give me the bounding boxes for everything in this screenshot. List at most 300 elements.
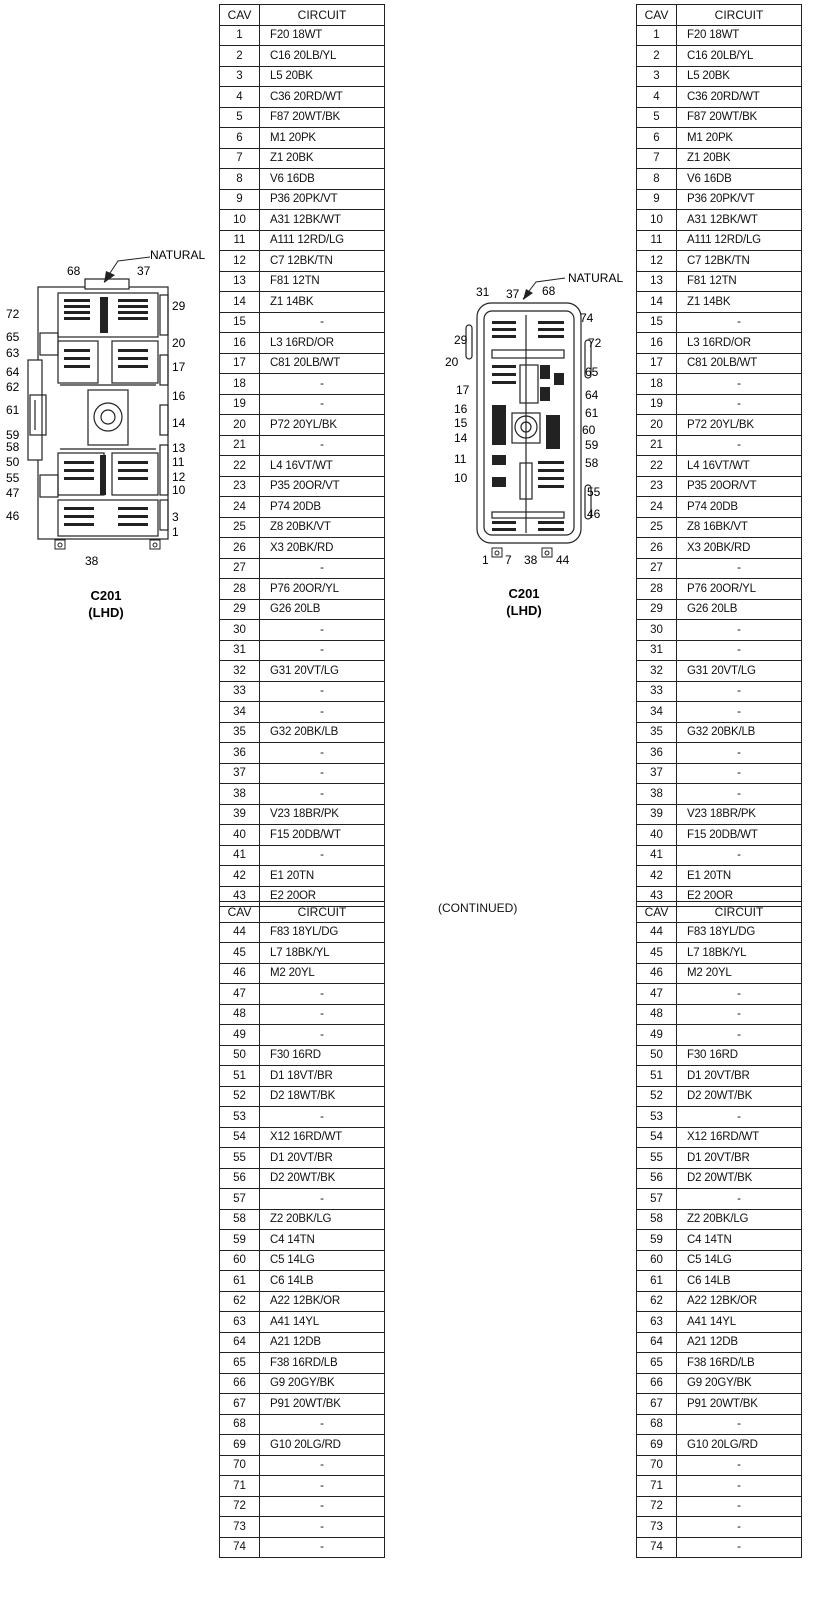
cav-cell: 14 bbox=[220, 292, 260, 313]
circuit-cell: - bbox=[677, 1476, 802, 1497]
cav-cell: 52 bbox=[637, 1086, 677, 1107]
left-pin-label: 10 bbox=[454, 471, 468, 485]
circuit-cell: - bbox=[677, 1537, 802, 1558]
table-row bbox=[637, 943, 802, 964]
cav-cell: 2 bbox=[220, 46, 260, 67]
table-row bbox=[637, 394, 802, 415]
table-row bbox=[637, 922, 802, 943]
cav-cell: 19 bbox=[637, 394, 677, 415]
cav-cell: 40 bbox=[637, 825, 677, 846]
table-row bbox=[637, 784, 802, 805]
table-row bbox=[220, 271, 385, 292]
cav-cell: 74 bbox=[220, 1537, 260, 1558]
cav-cell: 56 bbox=[220, 1168, 260, 1189]
table-row bbox=[220, 1045, 385, 1066]
cav-cell: 12 bbox=[637, 251, 677, 272]
circuit-header: CIRCUIT bbox=[260, 5, 385, 26]
cav-cell: 12 bbox=[220, 251, 260, 272]
table-row bbox=[220, 1435, 385, 1456]
cav-cell: 33 bbox=[637, 681, 677, 702]
left-pin-label: 14 bbox=[454, 431, 468, 445]
circuit-cell: - bbox=[677, 1004, 802, 1025]
cav-cell: 45 bbox=[220, 943, 260, 964]
cav-cell: 5 bbox=[637, 107, 677, 128]
cav-cell: 15 bbox=[220, 312, 260, 333]
circuit-cell: Z8 16BK/VT bbox=[677, 517, 802, 538]
left-pin-68: 68 bbox=[67, 264, 81, 278]
cav-cell: 57 bbox=[637, 1189, 677, 1210]
cav-cell: 49 bbox=[220, 1025, 260, 1046]
table-row bbox=[637, 1414, 802, 1435]
cav-cell: 47 bbox=[220, 984, 260, 1005]
table-row bbox=[637, 1189, 802, 1210]
circuit-cell: P91 20WT/BK bbox=[677, 1394, 802, 1415]
table-row bbox=[220, 1312, 385, 1333]
cav-cell: 27 bbox=[637, 558, 677, 579]
table-row bbox=[220, 1168, 385, 1189]
right-pin-label: 61 bbox=[585, 406, 599, 420]
table-row bbox=[637, 415, 802, 436]
cav-cell: 30 bbox=[637, 620, 677, 641]
circuit-cell: F20 18WT bbox=[677, 25, 802, 46]
right-connector-title: C201 bbox=[508, 586, 540, 601]
cav-cell: 37 bbox=[637, 763, 677, 784]
circuit-cell: G31 20VT/LG bbox=[260, 661, 385, 682]
circuit-cell: P74 20DB bbox=[677, 497, 802, 518]
circuit-cell: F83 18YL/DG bbox=[677, 922, 802, 943]
cav-cell: 23 bbox=[220, 476, 260, 497]
cav-cell: 28 bbox=[220, 579, 260, 600]
circuit-cell: Z8 20BK/VT bbox=[260, 517, 385, 538]
cav-cell: 51 bbox=[220, 1066, 260, 1087]
circuit-cell: - bbox=[260, 1414, 385, 1435]
circuit-cell: - bbox=[260, 435, 385, 456]
circuit-cell: - bbox=[677, 620, 802, 641]
circuit-cell: V6 16DB bbox=[260, 169, 385, 190]
cav-cell: 23 bbox=[637, 476, 677, 497]
table-row bbox=[637, 1066, 802, 1087]
table-row bbox=[637, 866, 802, 887]
circuit-cell: - bbox=[677, 763, 802, 784]
table-row bbox=[637, 374, 802, 395]
cav-cell: 21 bbox=[637, 435, 677, 456]
right-pin-label: 29 bbox=[172, 299, 186, 313]
circuit-cell: - bbox=[677, 784, 802, 805]
table-row bbox=[637, 1148, 802, 1169]
cav-cell: 11 bbox=[637, 230, 677, 251]
cav-cell: 73 bbox=[637, 1517, 677, 1538]
right-pin-label: 72 bbox=[588, 336, 602, 350]
table-row bbox=[637, 1496, 802, 1517]
table-row bbox=[220, 1066, 385, 1087]
cav-cell: 43 bbox=[220, 886, 260, 907]
top-pin-label: 31 bbox=[476, 285, 490, 299]
circuit-cell: C6 14LB bbox=[677, 1271, 802, 1292]
pinout-table-left-1 bbox=[219, 4, 385, 907]
table-row bbox=[637, 743, 802, 764]
cav-cell: 9 bbox=[637, 189, 677, 210]
circuit-cell: - bbox=[260, 1496, 385, 1517]
circuit-cell: C7 12BK/TN bbox=[677, 251, 802, 272]
table-row bbox=[220, 558, 385, 579]
cav-cell: 11 bbox=[220, 230, 260, 251]
left-pin-label: 15 bbox=[454, 416, 468, 430]
circuit-cell: P76 20OR/YL bbox=[260, 579, 385, 600]
cav-cell: 50 bbox=[637, 1045, 677, 1066]
circuit-cell: C36 20RD/WT bbox=[260, 87, 385, 108]
left-pin-label: 72 bbox=[6, 307, 20, 321]
table-row bbox=[220, 497, 385, 518]
left-pin-label: 46 bbox=[6, 509, 20, 523]
table-row bbox=[220, 702, 385, 723]
cav-cell: 48 bbox=[220, 1004, 260, 1025]
cav-cell: 64 bbox=[637, 1332, 677, 1353]
cav-cell: 44 bbox=[637, 922, 677, 943]
cav-cell: 13 bbox=[637, 271, 677, 292]
circuit-cell: X12 16RD/WT bbox=[260, 1127, 385, 1148]
cav-cell: 24 bbox=[637, 497, 677, 518]
cav-header: CAV bbox=[220, 902, 260, 923]
circuit-cell: A31 12BK/WT bbox=[260, 210, 385, 231]
circuit-cell: G9 20GY/BK bbox=[260, 1373, 385, 1394]
table-row bbox=[637, 1045, 802, 1066]
cav-cell: 31 bbox=[220, 640, 260, 661]
table-row bbox=[220, 251, 385, 272]
cav-cell: 61 bbox=[220, 1271, 260, 1292]
bottom-pin-label: 44 bbox=[556, 553, 570, 567]
cav-cell: 15 bbox=[637, 312, 677, 333]
table-row bbox=[637, 476, 802, 497]
table-row bbox=[220, 66, 385, 87]
cav-cell: 41 bbox=[637, 845, 677, 866]
circuit-cell: C16 20LB/YL bbox=[260, 46, 385, 67]
table-row bbox=[220, 1414, 385, 1435]
circuit-cell: C6 14LB bbox=[260, 1271, 385, 1292]
circuit-cell: D2 20WT/BK bbox=[677, 1086, 802, 1107]
table-row bbox=[220, 845, 385, 866]
table-row bbox=[637, 25, 802, 46]
cav-cell: 6 bbox=[637, 128, 677, 149]
table-row bbox=[220, 1148, 385, 1169]
circuit-cell: V23 18BR/PK bbox=[260, 804, 385, 825]
cav-cell: 39 bbox=[220, 804, 260, 825]
table-row bbox=[220, 743, 385, 764]
circuit-cell: A111 12RD/LG bbox=[260, 230, 385, 251]
circuit-cell: Z2 20BK/LG bbox=[260, 1209, 385, 1230]
right-pin-label: 12 bbox=[172, 470, 186, 484]
right-pin-label: 3 bbox=[172, 510, 179, 524]
cav-cell: 68 bbox=[220, 1414, 260, 1435]
cav-cell: 29 bbox=[220, 599, 260, 620]
circuit-cell: - bbox=[260, 1455, 385, 1476]
circuit-cell: P36 20PK/VT bbox=[677, 189, 802, 210]
table-row bbox=[220, 1189, 385, 1210]
circuit-cell: - bbox=[677, 845, 802, 866]
left-pin-label: 29 bbox=[454, 333, 468, 347]
circuit-cell: E2 20OR bbox=[677, 886, 802, 907]
left-pin-label: 62 bbox=[6, 380, 20, 394]
left-pin-label: 55 bbox=[6, 471, 20, 485]
circuit-cell: F83 18YL/DG bbox=[260, 922, 385, 943]
right-pin-label: 20 bbox=[172, 336, 186, 350]
table-row bbox=[220, 148, 385, 169]
circuit-cell: - bbox=[260, 312, 385, 333]
cav-cell: 60 bbox=[220, 1250, 260, 1271]
cav-cell: 67 bbox=[637, 1394, 677, 1415]
table-row bbox=[220, 1127, 385, 1148]
cav-cell: 68 bbox=[637, 1414, 677, 1435]
circuit-cell: C16 20LB/YL bbox=[677, 46, 802, 67]
circuit-cell: - bbox=[677, 702, 802, 723]
circuit-cell: G10 20LG/RD bbox=[677, 1435, 802, 1456]
cav-cell: 20 bbox=[637, 415, 677, 436]
circuit-cell: L7 18BK/YL bbox=[260, 943, 385, 964]
circuit-cell: D1 20VT/BR bbox=[677, 1066, 802, 1087]
cav-cell: 31 bbox=[637, 640, 677, 661]
table-row bbox=[220, 46, 385, 67]
right-pin-label: 17 bbox=[172, 360, 186, 374]
circuit-cell: Z1 14BK bbox=[677, 292, 802, 313]
circuit-header: CIRCUIT bbox=[260, 902, 385, 923]
cav-cell: 47 bbox=[637, 984, 677, 1005]
circuit-cell: - bbox=[677, 394, 802, 415]
table-row bbox=[220, 1250, 385, 1271]
circuit-cell: - bbox=[260, 743, 385, 764]
cav-cell: 7 bbox=[220, 148, 260, 169]
cav-cell: 69 bbox=[220, 1435, 260, 1456]
circuit-cell: G26 20LB bbox=[677, 599, 802, 620]
left-pin-label: 11 bbox=[454, 452, 467, 466]
table-row bbox=[637, 763, 802, 784]
circuit-cell: A22 12BK/OR bbox=[677, 1291, 802, 1312]
cav-cell: 64 bbox=[220, 1332, 260, 1353]
cav-cell: 26 bbox=[637, 538, 677, 559]
circuit-cell: - bbox=[260, 620, 385, 641]
cav-cell: 65 bbox=[220, 1353, 260, 1374]
table-row bbox=[637, 702, 802, 723]
table-row bbox=[637, 251, 802, 272]
table-row bbox=[637, 1004, 802, 1025]
table-row bbox=[220, 435, 385, 456]
circuit-cell: - bbox=[260, 784, 385, 805]
cav-cell: 34 bbox=[637, 702, 677, 723]
right-pin-label: 46 bbox=[587, 507, 601, 521]
cav-cell: 45 bbox=[637, 943, 677, 964]
table-row bbox=[637, 1435, 802, 1456]
table-row bbox=[220, 579, 385, 600]
circuit-cell: P76 20OR/YL bbox=[677, 579, 802, 600]
table-row bbox=[637, 353, 802, 374]
top-pin-label: 37 bbox=[506, 287, 520, 301]
table-row bbox=[637, 456, 802, 477]
cav-cell: 7 bbox=[637, 148, 677, 169]
cav-cell: 38 bbox=[637, 784, 677, 805]
table-row bbox=[637, 497, 802, 518]
table-row bbox=[220, 1476, 385, 1497]
cav-cell: 53 bbox=[220, 1107, 260, 1128]
table-row bbox=[220, 661, 385, 682]
cav-cell: 18 bbox=[637, 374, 677, 395]
cav-cell: 17 bbox=[220, 353, 260, 374]
cav-cell: 58 bbox=[220, 1209, 260, 1230]
table-row bbox=[220, 784, 385, 805]
table-row bbox=[220, 476, 385, 497]
table-row bbox=[220, 1291, 385, 1312]
cav-cell: 16 bbox=[637, 333, 677, 354]
circuit-cell: - bbox=[260, 1004, 385, 1025]
circuit-cell: D2 18WT/BK bbox=[260, 1086, 385, 1107]
cav-cell: 36 bbox=[220, 743, 260, 764]
table-row bbox=[220, 804, 385, 825]
cav-cell: 4 bbox=[220, 87, 260, 108]
table-row bbox=[637, 517, 802, 538]
table-row bbox=[220, 1353, 385, 1374]
left-pin-38: 38 bbox=[85, 554, 99, 568]
left-pin-label: 59 bbox=[6, 428, 20, 442]
circuit-cell: - bbox=[260, 702, 385, 723]
table-row bbox=[220, 87, 385, 108]
cav-cell: 67 bbox=[220, 1394, 260, 1415]
circuit-cell: P35 20OR/VT bbox=[260, 476, 385, 497]
table-row bbox=[220, 963, 385, 984]
cav-cell: 43 bbox=[637, 886, 677, 907]
circuit-cell: F81 12TN bbox=[677, 271, 802, 292]
bottom-pin-label: 1 bbox=[482, 553, 489, 567]
cav-cell: 57 bbox=[220, 1189, 260, 1210]
circuit-cell: G32 20BK/LB bbox=[677, 722, 802, 743]
table-row bbox=[637, 845, 802, 866]
table-row bbox=[220, 189, 385, 210]
right-natural-label: NATURAL bbox=[568, 271, 624, 285]
table-row bbox=[220, 107, 385, 128]
circuit-cell: Z1 20BK bbox=[260, 148, 385, 169]
cav-cell: 14 bbox=[637, 292, 677, 313]
cav-cell: 24 bbox=[220, 497, 260, 518]
circuit-cell: C7 12BK/TN bbox=[260, 251, 385, 272]
circuit-cell: A41 14YL bbox=[260, 1312, 385, 1333]
cav-cell: 60 bbox=[637, 1250, 677, 1271]
circuit-cell: A21 12DB bbox=[260, 1332, 385, 1353]
table-row bbox=[220, 722, 385, 743]
bottom-pin-label: 38 bbox=[524, 553, 538, 567]
circuit-cell: - bbox=[260, 394, 385, 415]
cav-cell: 70 bbox=[220, 1455, 260, 1476]
right-pin-label: 16 bbox=[172, 389, 186, 403]
cav-cell: 66 bbox=[637, 1373, 677, 1394]
cav-cell: 55 bbox=[637, 1148, 677, 1169]
right-pin-label: 10 bbox=[172, 483, 186, 497]
table-row bbox=[637, 46, 802, 67]
cav-cell: 51 bbox=[637, 1066, 677, 1087]
left-pin-label: 58 bbox=[6, 440, 20, 454]
cav-cell: 48 bbox=[637, 1004, 677, 1025]
left-pin-label: 61 bbox=[6, 403, 20, 417]
table-row bbox=[637, 1025, 802, 1046]
table-row bbox=[220, 374, 385, 395]
cav-cell: 39 bbox=[637, 804, 677, 825]
circuit-cell: Z2 20BK/LG bbox=[677, 1209, 802, 1230]
circuit-cell: D1 20VT/BR bbox=[260, 1148, 385, 1169]
circuit-cell: F20 18WT bbox=[260, 25, 385, 46]
circuit-cell: G31 20VT/LG bbox=[677, 661, 802, 682]
circuit-cell: C36 20RD/WT bbox=[677, 87, 802, 108]
left-pin-label: 20 bbox=[445, 355, 459, 369]
table-row bbox=[637, 579, 802, 600]
cav-cell: 41 bbox=[220, 845, 260, 866]
table-row bbox=[220, 1086, 385, 1107]
circuit-cell: F87 20WT/BK bbox=[260, 107, 385, 128]
pinout-table-left-2 bbox=[219, 901, 385, 1558]
circuit-cell: C5 14LG bbox=[677, 1250, 802, 1271]
cav-cell: 34 bbox=[220, 702, 260, 723]
table-row bbox=[220, 25, 385, 46]
table-row bbox=[220, 1004, 385, 1025]
table-row bbox=[220, 1025, 385, 1046]
table-row bbox=[637, 1537, 802, 1558]
circuit-cell: P36 20PK/VT bbox=[260, 189, 385, 210]
cav-header: CAV bbox=[637, 902, 677, 923]
cav-cell: 42 bbox=[220, 866, 260, 887]
table-row bbox=[637, 1353, 802, 1374]
cav-cell: 35 bbox=[220, 722, 260, 743]
cav-cell: 69 bbox=[637, 1435, 677, 1456]
circuit-cell: - bbox=[260, 1537, 385, 1558]
table-row bbox=[220, 1455, 385, 1476]
table-row bbox=[637, 620, 802, 641]
table-row bbox=[220, 1107, 385, 1128]
cav-cell: 36 bbox=[637, 743, 677, 764]
cav-cell: 63 bbox=[220, 1312, 260, 1333]
table-row bbox=[637, 681, 802, 702]
table-row bbox=[637, 1209, 802, 1230]
table-row bbox=[220, 1537, 385, 1558]
cav-cell: 19 bbox=[220, 394, 260, 415]
table-row bbox=[220, 620, 385, 641]
table-row bbox=[220, 1394, 385, 1415]
table-row bbox=[637, 1250, 802, 1271]
circuit-cell: C4 14TN bbox=[260, 1230, 385, 1251]
circuit-cell: - bbox=[677, 558, 802, 579]
cav-cell: 40 bbox=[220, 825, 260, 846]
circuit-cell: P74 20DB bbox=[260, 497, 385, 518]
right-connector-subtitle: (LHD) bbox=[506, 603, 542, 618]
cav-cell: 59 bbox=[220, 1230, 260, 1251]
circuit-cell: - bbox=[677, 743, 802, 764]
circuit-cell: A22 12BK/OR bbox=[260, 1291, 385, 1312]
cav-cell: 32 bbox=[220, 661, 260, 682]
cav-cell: 8 bbox=[220, 169, 260, 190]
circuit-cell: F15 20DB/WT bbox=[677, 825, 802, 846]
table-row bbox=[220, 1271, 385, 1292]
circuit-cell: F81 12TN bbox=[260, 271, 385, 292]
table-row bbox=[220, 353, 385, 374]
table-row bbox=[220, 1373, 385, 1394]
left-connector-diagram bbox=[0, 245, 215, 635]
table-row bbox=[637, 1168, 802, 1189]
left-pin-label: 17 bbox=[456, 383, 470, 397]
cav-cell: 62 bbox=[220, 1291, 260, 1312]
table-row bbox=[637, 1476, 802, 1497]
cav-cell: 22 bbox=[637, 456, 677, 477]
table-row bbox=[220, 456, 385, 477]
circuit-cell: - bbox=[677, 435, 802, 456]
table-row bbox=[637, 1230, 802, 1251]
cav-cell: 25 bbox=[220, 517, 260, 538]
cav-cell: 4 bbox=[637, 87, 677, 108]
right-connector-diagram bbox=[440, 265, 635, 625]
circuit-cell: L4 16VT/WT bbox=[677, 456, 802, 477]
left-connector-subtitle: (LHD) bbox=[88, 605, 124, 620]
